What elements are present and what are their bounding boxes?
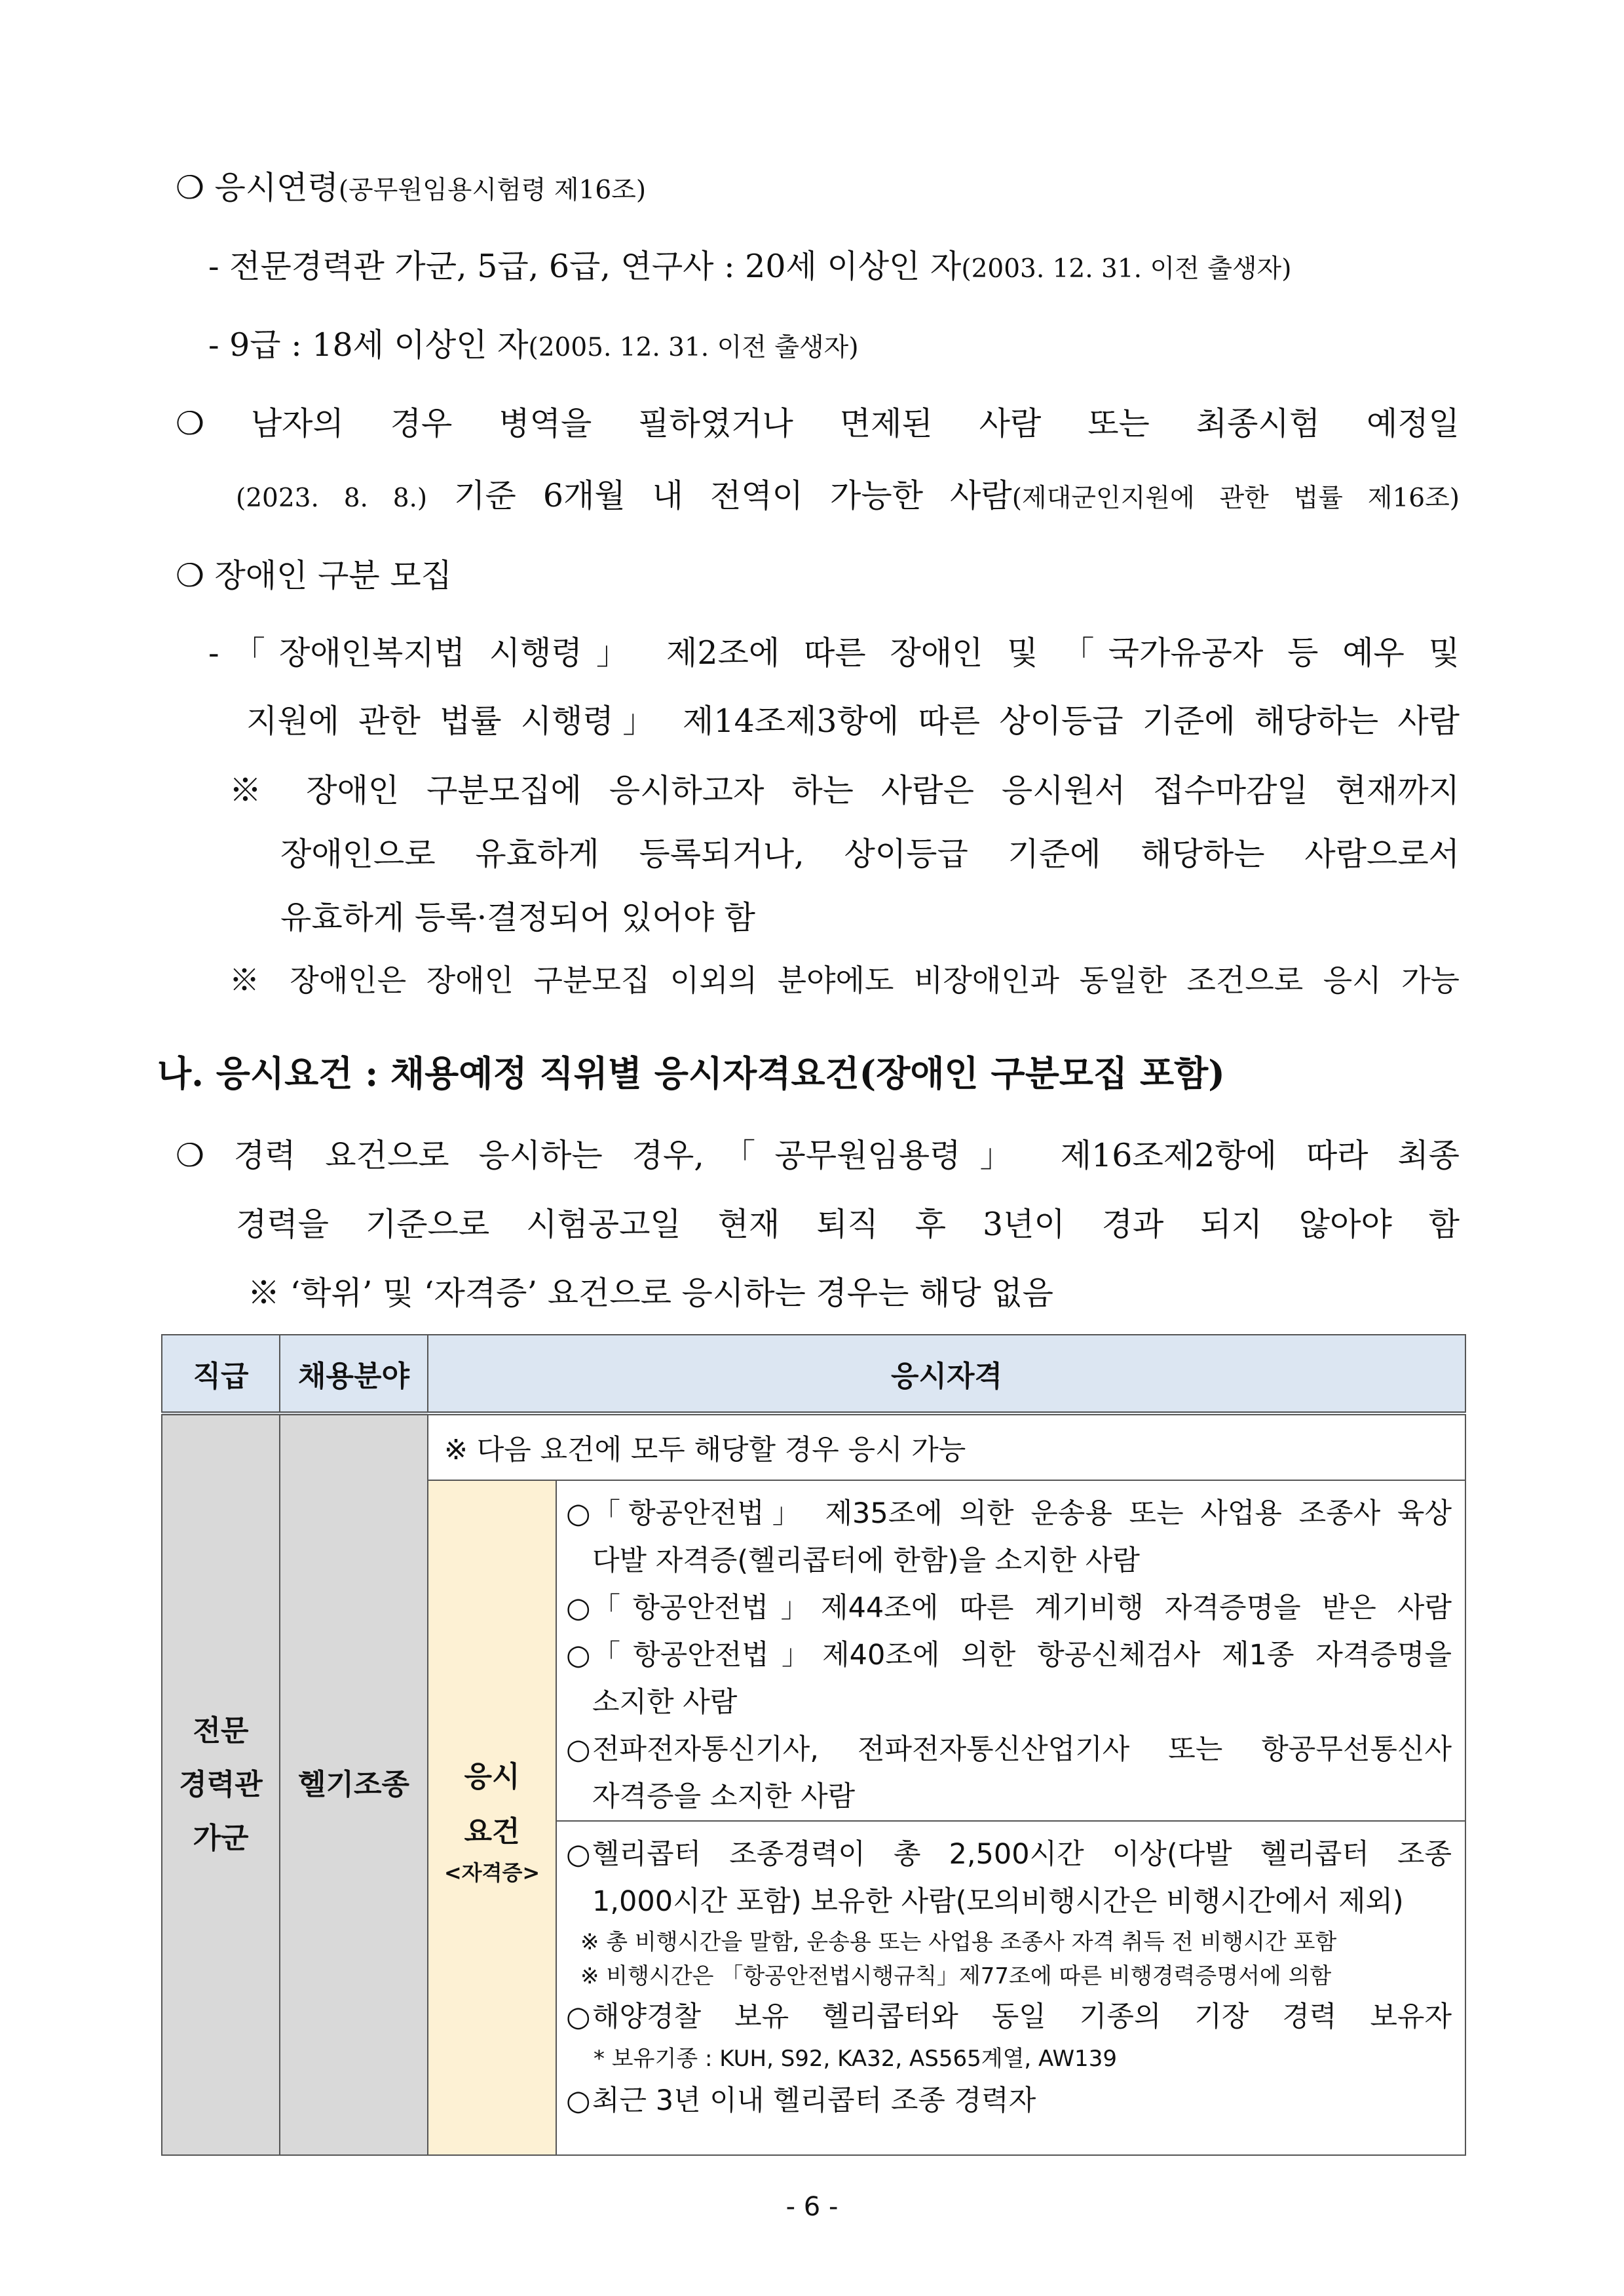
list-item [566, 1632, 1452, 1726]
disabled-note-1-line-2: 장애인으로 유효하게 등록되거나, 상이등급 기준에 해당하는 사람으로서 [280, 835, 1460, 873]
item-text: 소지한 사람 [592, 1686, 738, 1719]
item-sub-note: ※ 비행시간은 「항공안전법시행규칙」제77조에 따른 비행경력증명서에 의함 [580, 1963, 1332, 1989]
career-note: ※ ‘학위’ 및 ‘자격증’ 요건으로 응시하는 경우는 해당 없음 [248, 1274, 1053, 1312]
item-text: 최근 3년 이내 헬리콥터 조종 경력자 [592, 2084, 1036, 2117]
requirements-table [161, 1334, 1466, 2156]
list-item [566, 2077, 1452, 2124]
condition-group-1 [556, 1480, 1465, 1821]
item-sub-note: ※ 총 비행시간을 말함, 운송용 또는 사업용 조종사 자격 취득 전 비행시간 포함 [580, 1929, 1337, 1955]
item-text: 전파전자통신기사, 전파전자통신산업기사 또는 항공무선통신사 [592, 1733, 1452, 1766]
disabled-note-1-line-1: ※ 장애인 구분모집에 응시하고자 하는 사람은 응시원서 접수마감일 현재까지 [229, 772, 1460, 809]
list-item [566, 1831, 1452, 1925]
item-text: 「항공안전법」 제35조에 의한 운송용 또는 사업용 조종사 육상 [592, 1497, 1452, 1530]
item-text: 「항공안전법」제44조에 따른 계기비행 자격증명을 받은 사람 [592, 1592, 1452, 1624]
condition-sub-label: <자격증> [444, 1860, 540, 1885]
bullet-mark: ○ [566, 1639, 591, 1672]
age-heading: ❍ 응시연령(공무원임용시험령 제16조) [176, 169, 647, 206]
disabled-heading: ❍ 장애인 구분 모집 [176, 557, 452, 594]
military-line-1: ❍ 남자의 경우 병역을 필하였거나 면제된 사람 또는 최종시험 예정일 [176, 405, 1460, 442]
age-line-2: - 9급 : 18세 이상인 자(2005. 12. 31. 이전 출생자) [208, 326, 859, 364]
item-text: 다발 자격증(헬리콥터에 한함)을 소지한 사람 [592, 1544, 1140, 1577]
item-text: 「항공안전법」제40조에 의한 항공신체검사 제1종 자격증명을 [592, 1639, 1452, 1672]
career-line-1: ❍ 경력 요건으로 응시하는 경우,「공무원임용령」 제16조제2항에 따라 최종 [176, 1137, 1460, 1174]
table-header-row [162, 1335, 1465, 1413]
bullet-mark: ○ [566, 2000, 591, 2033]
item-sub-note: * 보유기종 : KUH, S92, KA32, AS565계열, AW139 [594, 2046, 1117, 2072]
age-line-1: - 전문경력관 가군, 5급, 6급, 연구사 : 20세 이상인 자(2003. 12. 31. 이전 출생자) [208, 248, 1292, 285]
table-note: ※ 다음 요건에 모두 해당할 경우 응시 가능 [428, 1413, 1465, 1480]
disabled-note-1-line-3: 유효하게 등록·결정되어 있어야 함 [280, 899, 755, 936]
disabled-line-1: -「장애인복지법 시행령」 제2조에 따른 장애인 및 「국가유공자 등 예우 및 [208, 634, 1460, 672]
grade-line: 경력관 [179, 1768, 263, 1801]
bullet-mark: ○ [566, 1497, 591, 1530]
bullet-mark: ○ [566, 1733, 591, 1766]
disabled-note-2: ※ 장애인은 장애인 구분모집 이외의 분야에도 비장애인과 동일한 조건으로 응시 가능 [229, 963, 1460, 998]
career-line-2: 경력을 기준으로 시험공고일 현재 퇴직 후 3년이 경과 되지 않아야 함 [236, 1206, 1460, 1243]
bullet-mark: ○ [566, 2084, 591, 2117]
disabled-line-2: 지원에 관한 법률 시행령」 제14조제3항에 따른 상이등급 기준에 해당하는 사람 [246, 702, 1460, 740]
header-field: 채용분야 [280, 1335, 428, 1413]
header-grade: 직급 [162, 1335, 280, 1413]
condition-label-line: 응시 [464, 1760, 520, 1793]
item-text: 헬리콥터 조종경력이 총 2,500시간 이상(다발 헬리콥터 조종 [592, 1838, 1452, 1871]
item-text: 1,000시간 포함) 보유한 사람(모의비행시간은 비행시간에서 제외) [592, 1885, 1404, 1918]
section-b-heading: 나. 응시요건 : 채용예정 직위별 응시자격요건(장애인 구분모집 포함) [157, 1052, 1225, 1094]
list-item [566, 1584, 1452, 1632]
header-qualification: 응시자격 [428, 1335, 1465, 1413]
list-item [566, 1726, 1452, 1820]
page-number: - 6 - [785, 2192, 839, 2222]
field-cell: 헬기조종 [280, 1413, 428, 2155]
grade-cell [162, 1413, 280, 2155]
list-item [566, 1993, 1452, 2040]
grade-line: 가군 [193, 1822, 249, 1855]
condition-group-2 [556, 1821, 1465, 2155]
condition-label-cell [428, 1480, 556, 2155]
bullet-mark: ○ [566, 1592, 591, 1624]
military-line-2: (2023. 8. 8.) 기준 6개월 내 전역이 가능한 사람(제대군인지원에 관한 법률 제16조) [236, 477, 1460, 514]
list-item [566, 1490, 1452, 1584]
bullet-mark: ○ [566, 1838, 591, 1871]
item-text: 해양경찰 보유 헬리콥터와 동일 기종의 기장 경력 보유자 [592, 2000, 1452, 2033]
item-text: 자격증을 소지한 사람 [592, 1780, 856, 1813]
condition-label-line: 요건 [464, 1815, 520, 1848]
grade-line: 전문 [193, 1714, 249, 1748]
